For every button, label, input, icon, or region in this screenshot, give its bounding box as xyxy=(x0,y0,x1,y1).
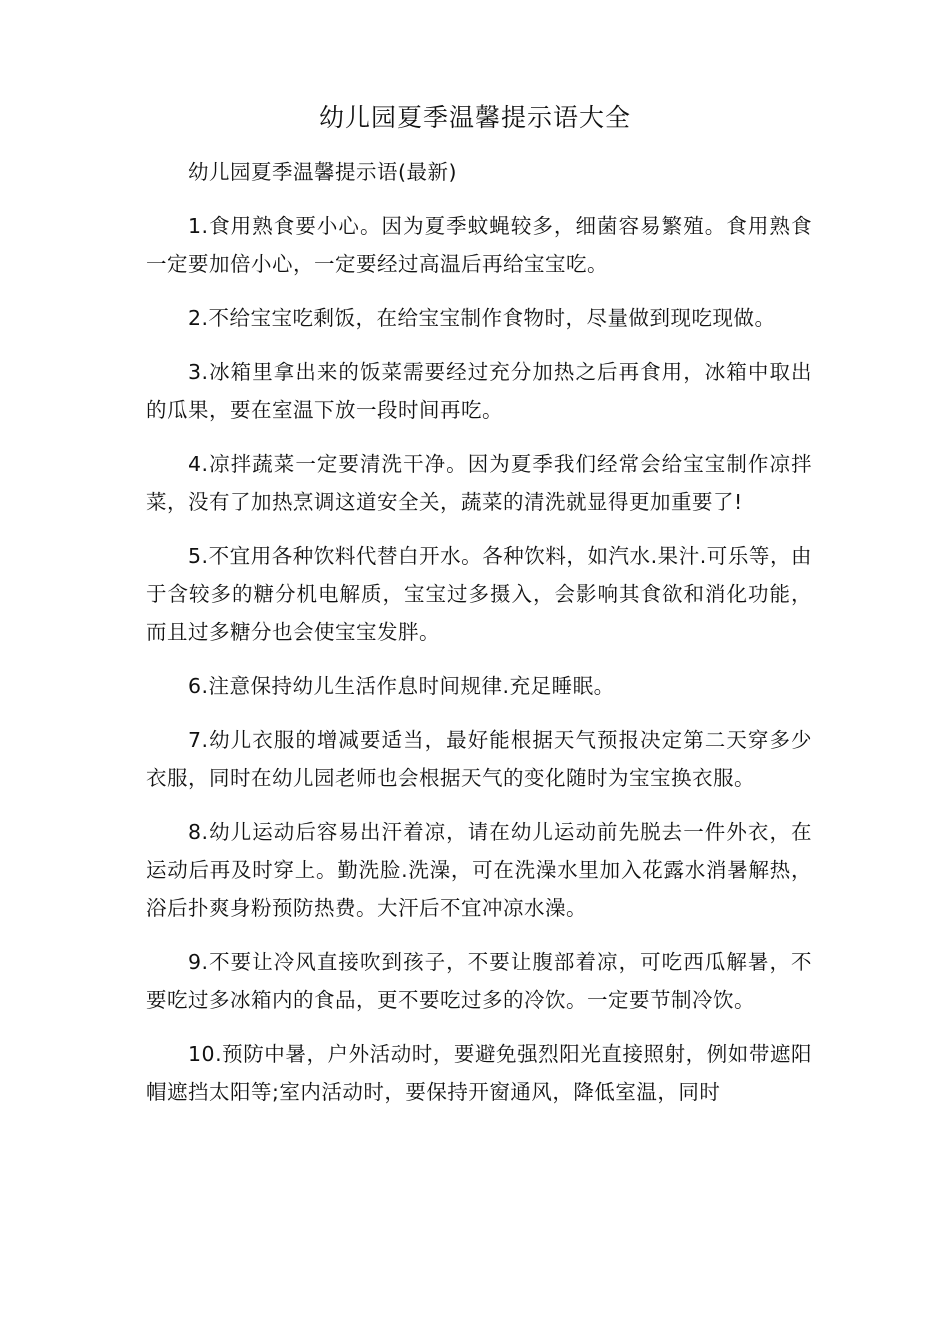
list-item: 2.不给宝宝吃剩饭，在给宝宝制作食物时，尽量做到现吃现做。 xyxy=(188,306,776,330)
list-item: 3.冰箱里拿出来的饭菜需要经过充分加热之后再食用，冰箱中取出的瓜果，要在室温下放一段时间再吃。 xyxy=(146,360,812,422)
list-item: 5.不宜用各种饮料代替白开水。各种饮料，如汽水.果汁.可乐等，由于含较多的糖分机电解质，宝宝过多摄入，会影响其食欲和消化功能，而且过多糖分也会使宝宝发胖。 xyxy=(146,544,812,644)
list-item: 10.预防中暑，户外活动时，要避免强烈阳光直接照射，例如带遮阳帽遮挡太阳等;室内活动时，要保持开窗通风，降低室温，同时 xyxy=(146,1042,812,1104)
subtitle: 幼儿园夏季温馨提示语(最新) xyxy=(188,160,457,184)
list-item: 7.幼儿衣服的增减要适当，最好能根据天气预报决定第二天穿多少衣服，同时在幼儿园老师也会根据天气的变化随时为宝宝换衣服。 xyxy=(146,728,812,790)
list-item: 8.幼儿运动后容易出汗着凉，请在幼儿运动前先脱去一件外衣，在运动后再及时穿上。勤洗脸.洗澡，可在洗澡水里加入花露水消暑解热，浴后扑爽身粉预防热费。大汗后不宜冲凉水澡。 xyxy=(146,820,812,920)
list-item: 1.食用熟食要小心。因为夏季蚊蝇较多，细菌容易繁殖。食用熟食一定要加倍小心，一定要经过高温后再给宝宝吃。 xyxy=(146,214,812,276)
page-title: 幼儿园夏季温馨提示语大全 xyxy=(318,103,631,132)
list-item: 4.凉拌蔬菜一定要清洗干净。因为夏季我们经常会给宝宝制作凉拌菜，没有了加热烹调这道安全关，蔬菜的清洗就显得更加重要了! xyxy=(146,452,812,514)
list-item: 6.注意保持幼儿生活作息时间规律.充足睡眠。 xyxy=(188,674,615,698)
list-item: 9.不要让冷风直接吹到孩子，不要让腹部着凉，可吃西瓜解暑，不要吃过多冰箱内的食品，更不要吃过多的冷饮。一定要节制冷饮。 xyxy=(146,950,812,1012)
document-body xyxy=(146,153,812,1127)
